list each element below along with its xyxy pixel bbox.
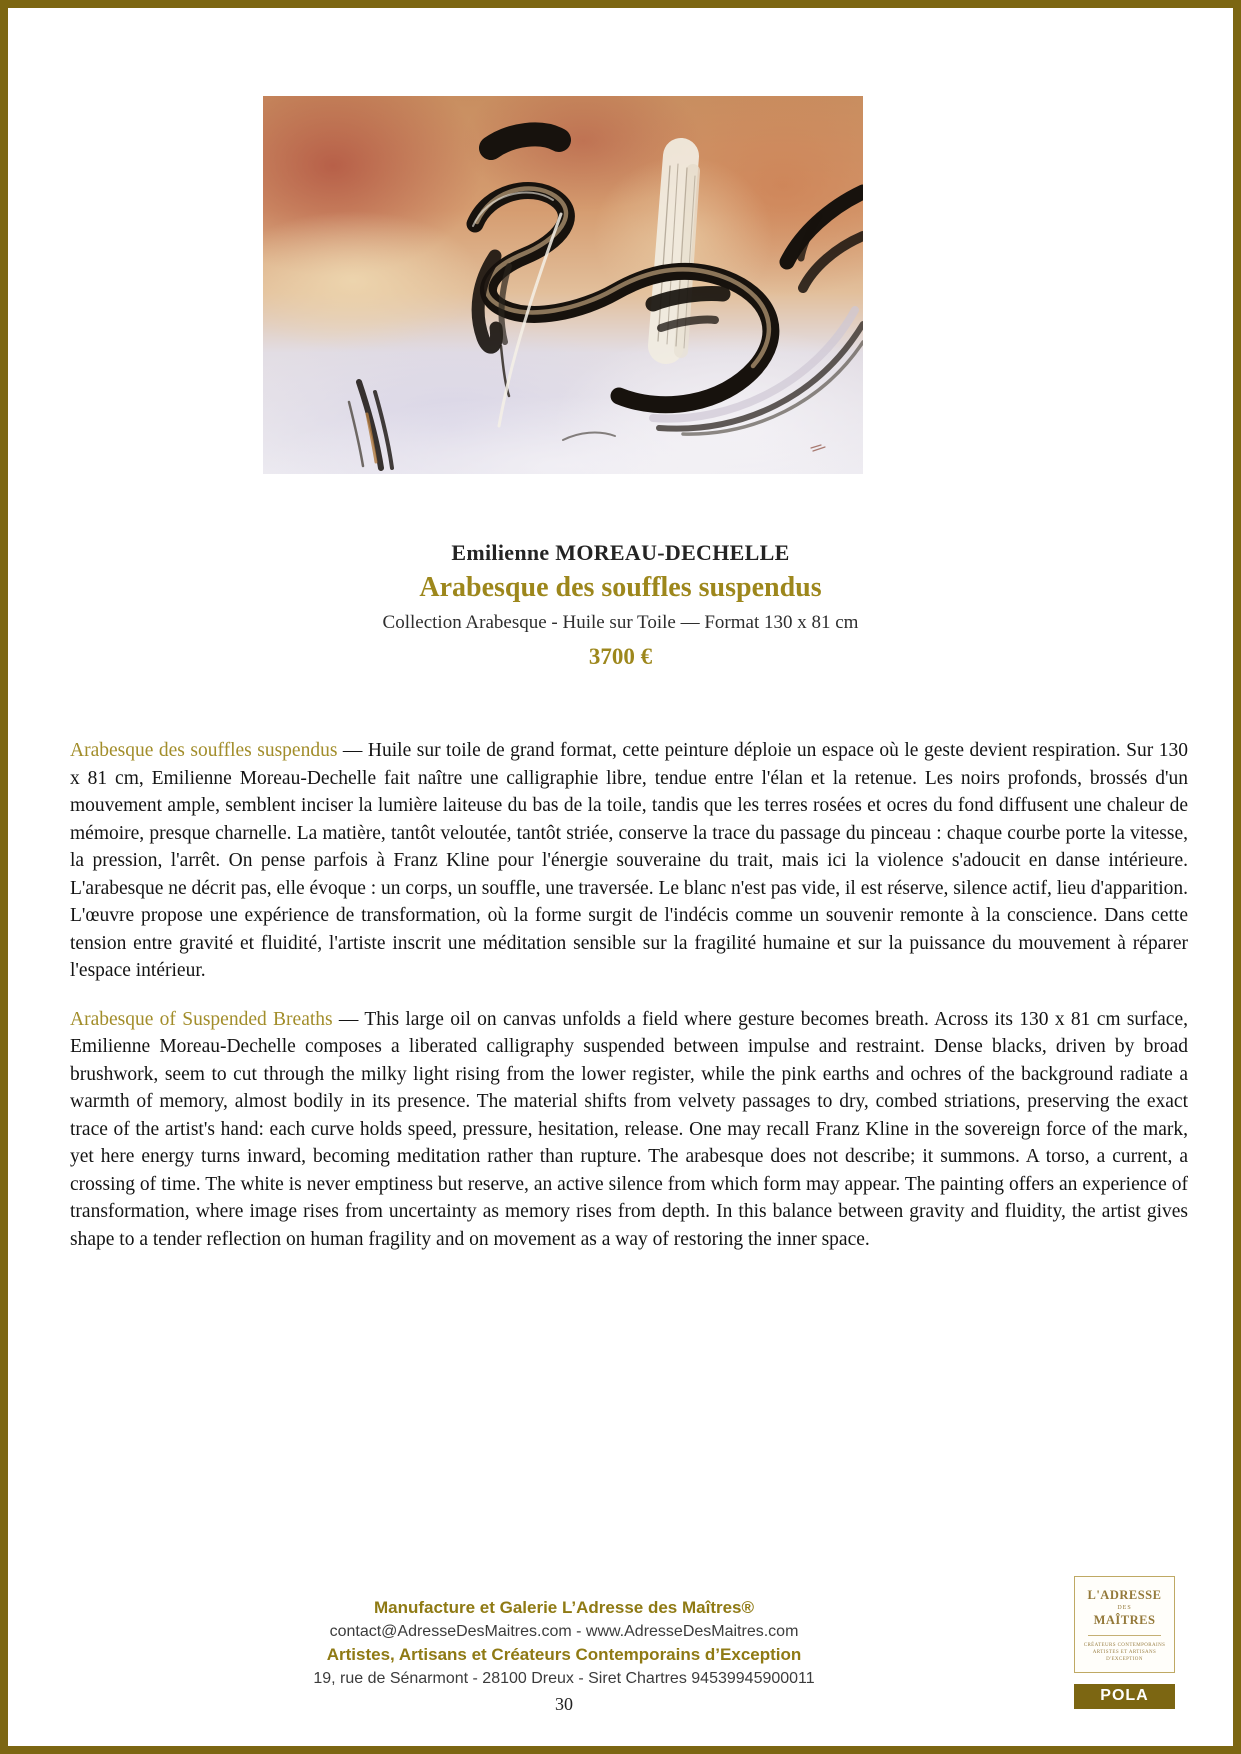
pola-badge: POLA	[1074, 1684, 1175, 1709]
artwork-title-block	[8, 540, 1233, 670]
artwork-price: 3700 €	[588, 644, 653, 669]
description-french	[70, 737, 1188, 985]
page-footer	[8, 1596, 1120, 1715]
logo-line-maitres: MAÎTRES	[1093, 1613, 1156, 1627]
logo-line-adresse: L'ADRESSE	[1087, 1588, 1162, 1602]
logo-small-line-3: D'EXCEPTION	[1106, 1657, 1143, 1662]
gallery-tagline: Artistes, Artisans et Créateurs Contemporains d’Exception	[326, 1645, 802, 1664]
description-english-lead: Arabesque of Suspended Breaths	[70, 1008, 333, 1030]
artwork-image	[263, 96, 863, 474]
gallery-logo-box	[1074, 1576, 1175, 1673]
page-number: 30	[555, 1694, 573, 1714]
description-french-body: — Huile sur toile de grand format, cette peinture déploie un espace où le geste devient respiration. Sur 130 x 81 cm, Emilienne Moreau-Dechelle fait naître une calligraphie libre, tendue entre l'élan et la retenue. Les noirs profonds, brossés d'un mouvement ample, semblent inciser la lumière laiteuse du bas de la toile, tandis que les terres rosées et ocres du fond diffusent une chaleur de mémoire, presque charnelle. La matière, tantôt veloutée, tantôt striée, conserve la trace du passage du pinceau : chaque courbe porte la vitesse, la pression, l'arrêt. On pense parfois à Franz Kline pour l'énergie souveraine du trait, mais ici la violence s'adoucit en danse intérieure. L'arabesque ne décrit pas, elle évoque : un corps, un souffle, une traversée. Le blanc n'est pas vide, il est réserve, silence actif, lieu d'apparition. L'œuvre propose une expérience de transformation, où la forme surgit de l'indécis comme un souvenir remonte à la conscience. Dans cette tension entre gravité et fluidité, l'artiste inscrit une méditation sensible sur la fragilité humaine et sur la puissance du mouvement à réparer l'espace intérieur.	[70, 740, 1189, 981]
gallery-name: Manufacture et Galerie L’Adresse des Maîtres®	[373, 1598, 755, 1617]
artwork-painting-svg	[263, 96, 863, 474]
description-block	[70, 737, 1188, 1253]
artwork-title: Arabesque des souffles suspendus	[419, 572, 822, 603]
gallery-logo	[1074, 1576, 1175, 1709]
description-english	[70, 1006, 1188, 1254]
description-french-lead: Arabesque des souffles suspendus	[70, 740, 338, 761]
artist-name: Emilienne MOREAU-DECHELLE	[451, 540, 790, 565]
artwork-details: Collection Arabesque - Huile sur Toile — Format 130 x 81 cm	[382, 612, 859, 633]
gallery-contact: contact@AdresseDesMaitres.com - www.AdresseDesMaitres.com	[329, 1623, 799, 1640]
logo-small-line-2: ARTISTES ET ARTISANS	[1092, 1650, 1157, 1655]
description-english-body: — This large oil on canvas unfolds a field where gesture becomes breath. Across its 130 x 81 cm surface, Emilienne Moreau-Dechelle composes a liberated calligraphy suspended between impulse and restraint. Dense blacks, driven by broad brushwork, seem to cut through the milky light rising from the lower register, while the pink earths and ochres of the background radiate a warmth of memory, almost bodily in its presence. The material shifts from velvety passages to dry, combed striations, preserving the exact trace of the artist's hand: each curve holds speed, pressure, hesitation, release. One may recall Franz Kline in the sovereign force of the mark, yet here energy turns inward, becoming meditation rather than rupture. The arabesque does not describe; it summons. A torso, a current, a crossing of time. The white is never emptiness but reserve, an active silence from which form may appear. The painting offers an experience of transformation, where image rises from uncertainty as memory rises from depth. In this balance between gravity and fluidity, the artist gives shape to a tender reflection on human fragility and on movement as a way of restoring the inner space.	[70, 1008, 1188, 1250]
logo-small-line-1: CRÉATEURS CONTEMPORAINS	[1083, 1643, 1166, 1648]
logo-divider	[1088, 1635, 1161, 1636]
gallery-address: 19, rue de Sénarmont - 28100 Dreux - Siret Chartres 94539945900011	[313, 1670, 815, 1687]
logo-line-des: DES	[1117, 1605, 1132, 1611]
